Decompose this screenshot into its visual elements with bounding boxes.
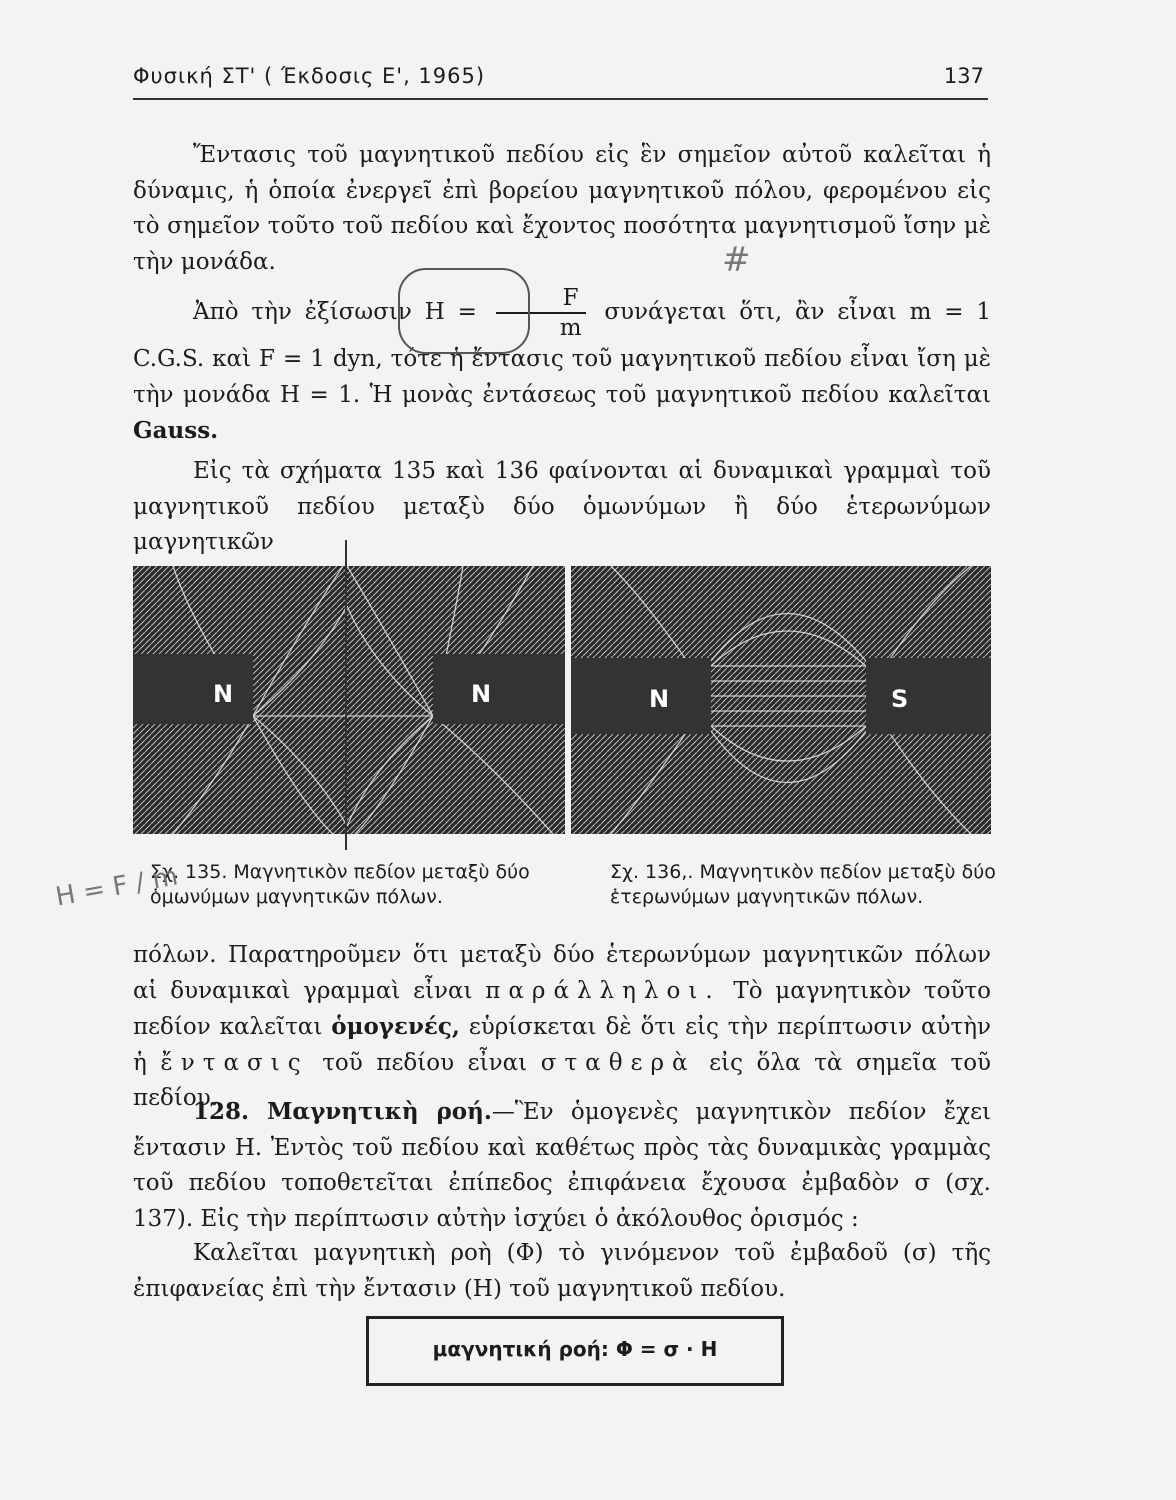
pole-label-n2: N: [471, 680, 492, 708]
definition-paragraph: [133, 1236, 991, 1307]
running-title: Φυσική ΣΤ' ( Έκδοσις Ε', 1965): [133, 64, 486, 88]
caption-fig136: Σχ. 136,. Μαγνητικὸν πεδίον μεταξὺ δύο ἑτερωνύμων μαγνητικῶν πόλων.: [610, 861, 996, 908]
equation-paragraph: [133, 284, 991, 450]
divider-stroke: [345, 540, 347, 850]
gauss-unit: Gauss.: [133, 417, 219, 444]
continuation-text: [133, 938, 991, 1117]
fraction-numerator: F: [496, 284, 586, 314]
continuation-part1: πόλων. Παρατηροῦμεν ὅτι μεταξὺ δύο ἑτερωνύμων μαγνητικῶν πόλων αἱ δυναμικαὶ γραμμαὶ εἶναι: [133, 942, 991, 1004]
figure-135-image: [133, 566, 565, 834]
caption-fig135: Σχ. 135. Μαγνητικὸν πεδίον μεταξὺ δύο ὁμωνύμων μαγνητικῶν πόλων.: [150, 861, 530, 908]
section-128-body: —Ἓν ὁμογενὲς μαγνητικὸν πεδίον ἔχει ἔντασιν H. Ἐντὸς τοῦ πεδίου καὶ καθέτως πρὸς τὰς δυναμικὰς γραμμὰς τοῦ πεδίου τοποθετεῖται ἐπίπεδος ἐπιφάνεια ἔχουσα ἐμβαδὸν σ (σχ. 137). Εἰς τὴν περίπτωσιν αὐτὴν ἰσχύει ὁ ἀκόλουθος ὁρισμός :: [133, 1099, 991, 1232]
continuation-paragraph: [133, 938, 991, 1117]
handwritten-margin-note: H = F / m: [53, 861, 181, 913]
formula-text: μαγνητική ροή: Φ = σ · H: [432, 1337, 718, 1361]
pole-label-s: S: [891, 685, 909, 713]
figures-paragraph: [133, 454, 991, 561]
figure-136: [571, 566, 991, 834]
equation-text: [133, 284, 991, 450]
pole-label-n3: N: [649, 685, 670, 713]
word-constant: σταθερὰ: [540, 1049, 696, 1076]
definition-text: Καλεῖται μαγνητικὴ ροὴ (Φ) τὸ γινόμενον τοῦ ἐμβαδοῦ (σ) τῆς ἐπιφανείας ἐπὶ τὴν ἔντασιν (H) τοῦ μαγνητικοῦ πεδίου.: [133, 1240, 991, 1302]
fraction-denominator: m: [559, 315, 582, 341]
equation-lead: Ἀπὸ τὴν ἐξίσωσιν: [193, 299, 412, 325]
intro-paragraph: [133, 138, 991, 280]
pole-label-n1: N: [213, 680, 234, 708]
continuation-part2: Τὸ μαγνητικὸν τοῦτο πεδίον καλεῖται: [133, 977, 992, 1040]
word-intensity: ἔντασις: [160, 1049, 309, 1076]
continuation-part3: εὑρίσκεται δὲ ὅτι εἰς τὴν περίπτωσιν αὐτὴν ἡ: [133, 1014, 991, 1076]
equation-lhs: H =: [424, 299, 477, 325]
figure-136-image: [571, 566, 991, 834]
page-number: 137: [943, 64, 984, 88]
page-header: [133, 62, 988, 100]
figure-135: [133, 566, 565, 834]
word-homogeneous: ὁμογενές,: [331, 1013, 460, 1040]
intro-text: Ἔντασις τοῦ μαγνητικοῦ πεδίου εἰς ἓν σημεῖον αὐτοῦ καλεῖται ἡ δύναμις, ἡ ὁποία ἐνεργεῖ ἐπὶ βορείου μαγνητικοῦ πόλου, φερομένου εἰς τὸ σημεῖον τοῦτο τοῦ πεδίου καὶ ἔχοντος ποσότητα μαγνητισμοῦ ἴσην μὲ τὴν μονάδα.: [133, 142, 991, 275]
equation-after: συνάγεται ὅτι, ἂν εἶναι m = 1 C.G.S. καὶ F = 1 dyn, τότε ἡ ἔντασις τοῦ μαγνητικοῦ πεδίου εἶναι ἴση μὲ τὴν μονάδα H = 1. Ἡ μονὰς ἐντάσεως τοῦ μαγνητικοῦ πεδίου καλεῖται: [133, 299, 992, 408]
handdrawn-circle-mark: [398, 268, 530, 354]
continuation-part5: εἰς ὅλα τὰ σημεῖα τοῦ πεδίου.: [133, 1049, 992, 1111]
continuation-part4: τοῦ πεδίου εἶναι: [322, 1049, 528, 1076]
formula-box: [366, 1316, 784, 1386]
figures-text: Εἰς τὰ σχήματα 135 καὶ 136 φαίνονται αἱ δυναμικαὶ γραμμαὶ τοῦ μαγνητικοῦ πεδίου μεταξὺ δύο ὁμωνύμων ἢ δύο ἑτερωνύμων μαγνητικῶν: [133, 458, 991, 555]
handwritten-top-note: #: [722, 240, 751, 280]
word-parallel: παράλληλοι.: [485, 977, 721, 1004]
section-128-heading: 128. Μαγνητικὴ ροή.: [193, 1098, 492, 1125]
section-128: [133, 1094, 991, 1237]
section-128-text: [133, 1094, 991, 1237]
